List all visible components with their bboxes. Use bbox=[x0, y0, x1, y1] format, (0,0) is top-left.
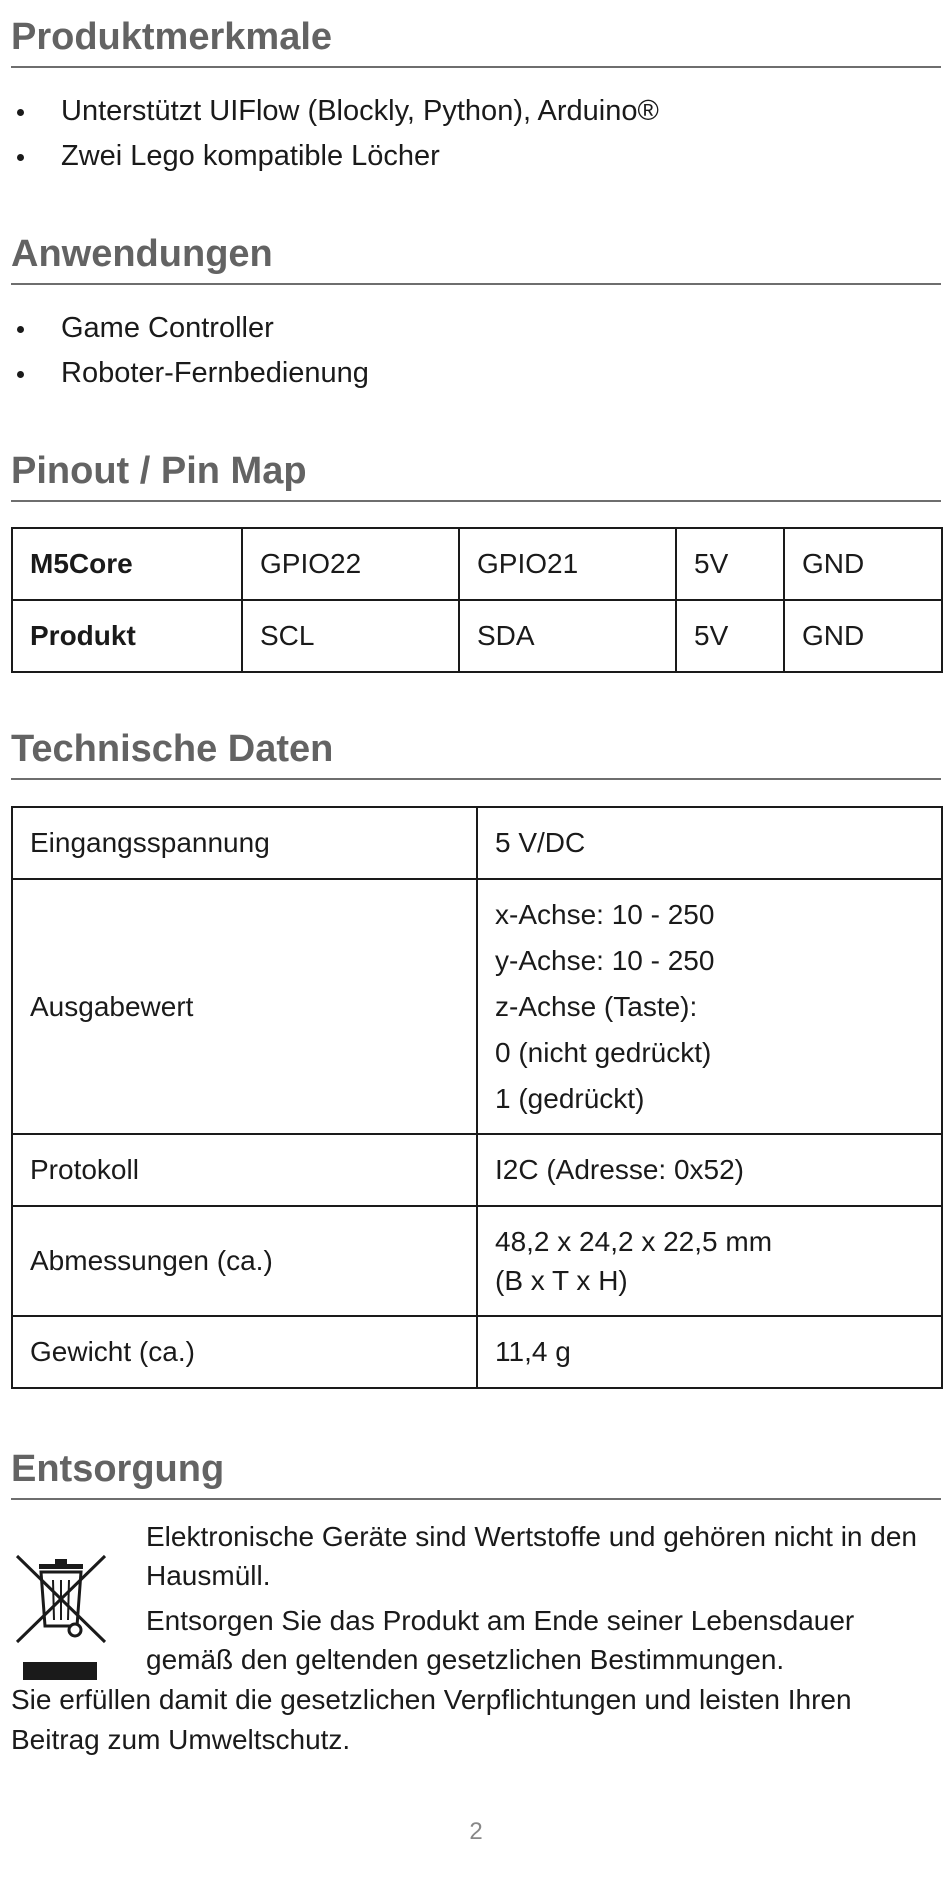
spec-value-line: (B x T x H) bbox=[495, 1265, 628, 1296]
list-item bbox=[11, 134, 941, 179]
features-heading: Produktmerkmale bbox=[11, 14, 941, 68]
spec-value: 11,4 g bbox=[477, 1316, 942, 1388]
table-cell: Produkt bbox=[12, 600, 242, 672]
table-cell: SDA bbox=[459, 600, 676, 672]
spec-value-line: y-Achse: 10 - 250 bbox=[495, 944, 715, 976]
application-text: Roboter-Fernbedienung bbox=[61, 357, 369, 389]
disposal-paragraph: Elektronische Geräte sind Wertstoffe und gehören nicht in den Hausmüll. bbox=[146, 1521, 917, 1591]
table-cell: 5V bbox=[676, 600, 784, 672]
spec-value: 5 V/DC bbox=[477, 807, 942, 879]
feature-text: Zwei Lego kompatible Löcher bbox=[61, 140, 440, 172]
list-item bbox=[11, 306, 941, 351]
table-cell: SCL bbox=[242, 600, 459, 672]
application-text: Game Controller bbox=[61, 312, 274, 344]
table-row bbox=[12, 1316, 942, 1388]
spec-value: I2C (Adresse: 0x52) bbox=[477, 1134, 942, 1206]
table-cell: 5V bbox=[676, 528, 784, 600]
spec-label: Ausgabewert bbox=[12, 879, 477, 1134]
spec-value bbox=[477, 879, 942, 1134]
spec-value-line: 48,2 x 24,2 x 22,5 mm bbox=[495, 1226, 773, 1257]
table-cell: GPIO22 bbox=[242, 528, 459, 600]
table-row bbox=[12, 807, 942, 879]
bullet-icon bbox=[17, 326, 24, 333]
features-list bbox=[11, 89, 941, 179]
page-number: 2 bbox=[469, 1818, 483, 1845]
spec-value-line: 0 (nicht gedrückt) bbox=[495, 1036, 712, 1068]
specs-heading: Technische Daten bbox=[11, 726, 941, 780]
spec-value-line: z-Achse (Taste): bbox=[495, 990, 698, 1022]
disposal-paragraph: Entsorgen Sie das Produkt am Ende seiner Lebensdauer gemäß den geltenden gesetzlichen Bestimmungen. bbox=[146, 1605, 855, 1675]
spec-value-line: x-Achse: 10 - 250 bbox=[495, 898, 715, 930]
table-cell: GPIO21 bbox=[459, 528, 676, 600]
table-cell: GND bbox=[784, 600, 942, 672]
spec-value-line: 1 (gedrückt) bbox=[495, 1082, 645, 1114]
applications-heading: Anwendungen bbox=[11, 231, 941, 285]
table-row bbox=[12, 1206, 942, 1316]
spec-label: Gewicht (ca.) bbox=[12, 1316, 477, 1388]
list-item bbox=[11, 351, 941, 396]
feature-text: Unterstützt UIFlow (Blockly, Python), Arduino® bbox=[61, 95, 659, 127]
spec-label: Eingangsspannung bbox=[12, 807, 477, 879]
table-cell: M5Core bbox=[12, 528, 242, 600]
spec-value bbox=[477, 1206, 942, 1316]
table-cell: GND bbox=[784, 528, 942, 600]
table-row bbox=[12, 528, 942, 600]
disposal-heading: Entsorgung bbox=[11, 1446, 941, 1500]
pinout-heading: Pinout / Pin Map bbox=[11, 448, 941, 502]
disposal-closing-paragraph: Sie erfüllen damit die gesetzlichen Verpflichtungen und leisten Ihren Beitrag zum Umweltschutz. bbox=[11, 1684, 852, 1755]
pinout-table bbox=[11, 527, 943, 673]
bullet-icon bbox=[17, 371, 24, 378]
table-row bbox=[12, 600, 942, 672]
spec-label: Protokoll bbox=[12, 1134, 477, 1206]
specs-table bbox=[11, 806, 943, 1389]
list-item bbox=[11, 89, 941, 134]
table-row bbox=[12, 879, 942, 1134]
crossed-out-wheelie-bin-icon bbox=[11, 1550, 111, 1685]
applications-list bbox=[11, 306, 941, 396]
table-row bbox=[12, 1134, 942, 1206]
spec-label: Abmessungen (ca.) bbox=[12, 1206, 477, 1316]
disposal-text-block bbox=[146, 1517, 941, 1685]
bullet-icon bbox=[17, 109, 24, 116]
bullet-icon bbox=[17, 154, 24, 161]
